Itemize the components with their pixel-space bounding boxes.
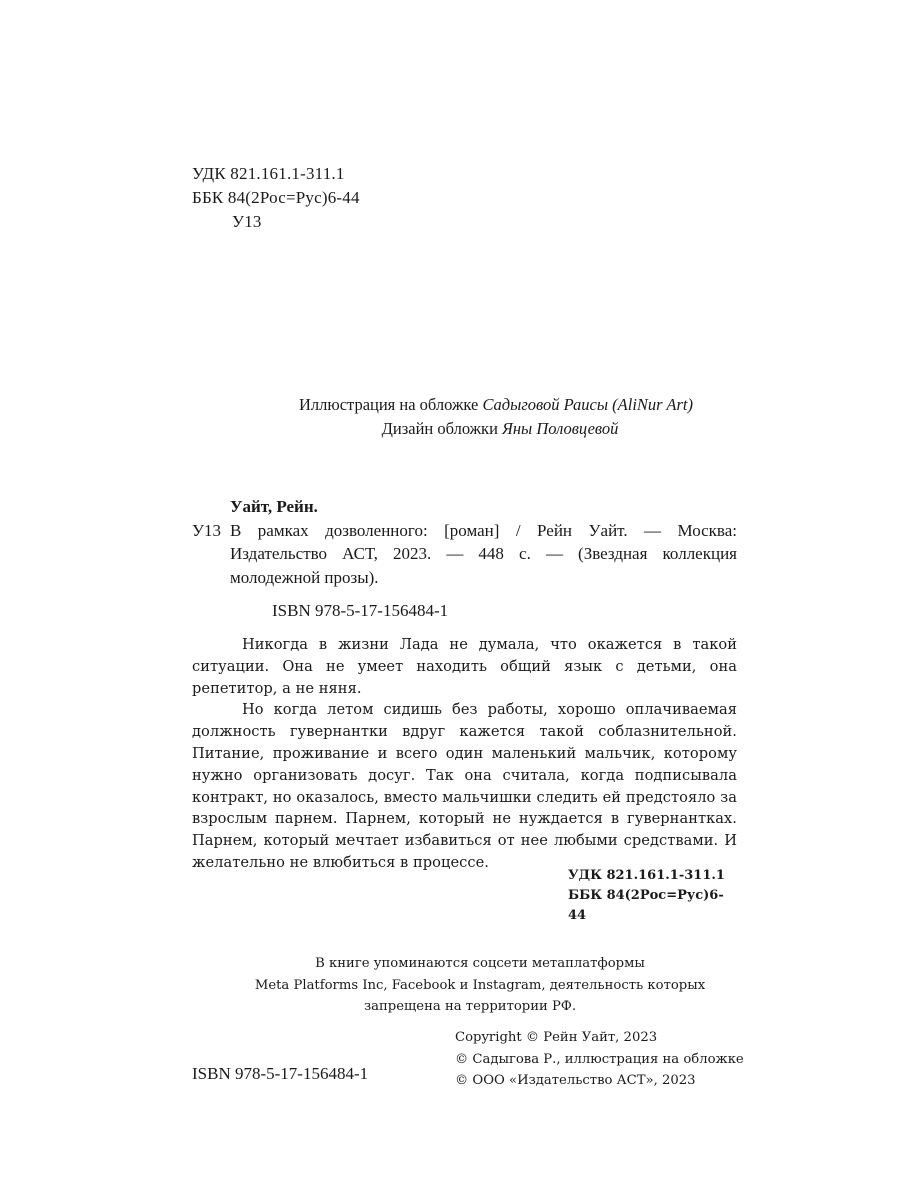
udk-code-bottom: УДК 821.161.1-311.1 bbox=[568, 868, 725, 883]
book-annotation bbox=[192, 634, 737, 874]
meta-platforms-notice bbox=[0, 953, 900, 1018]
isbn-bottom: ISBN 978-5-17-156484-1 bbox=[192, 1064, 369, 1083]
copyright-block bbox=[455, 1027, 744, 1092]
bibliographic-record bbox=[192, 495, 737, 623]
author-mark: У13 bbox=[232, 212, 262, 231]
bibliographic-entry bbox=[192, 519, 737, 590]
entry-author-mark: У13 bbox=[192, 520, 222, 540]
bbk-code: ББК 84(2Рос=Рус)6-44 bbox=[192, 188, 360, 207]
meta-notice-line-2: Meta Platforms Inc, Facebook и Instagram, деятельность которых bbox=[254, 977, 706, 993]
copyright-illustration: © Садыгова Р., иллюстрация на обложке bbox=[455, 1051, 744, 1067]
design-credit-name: Яны Половцевой bbox=[502, 419, 619, 438]
meta-notice-line-1: В книге упоминаются соцсети метаплатформы bbox=[315, 956, 645, 971]
cover-credits bbox=[0, 393, 900, 441]
annotation-paragraph-1: Никогда в жизни Лада не думала, что окажется в такой ситуации. Она не умеет находить общий язык с детьми, она репетитор, а не няня. bbox=[192, 636, 737, 697]
bbk-code-bottom: ББК 84(2Рос=Рус)6-44 bbox=[568, 888, 724, 923]
meta-notice-line-3: запрещена на территории РФ. bbox=[363, 999, 577, 1014]
record-isbn: ISBN 978-5-17-156484-1 bbox=[272, 601, 449, 620]
design-credit-label: Дизайн обложки bbox=[381, 419, 503, 438]
classification-codes-top bbox=[192, 162, 360, 234]
illustration-credit-name: Садыговой Раисы (AliNur Art) bbox=[482, 395, 693, 414]
entry-description: В рамках дозволенного: [роман] / Рейн Уайт. — Москва: Издательство АСТ, 2023. — 448 с. — (Звездная коллекция молодежной прозы). bbox=[230, 520, 737, 587]
annotation-paragraph-2: Но когда летом сидишь без работы, хорошо оплачиваемая должность гувернантки вдруг кажется такой соблазнительной. Питание, проживание и всего один маленький мальчик, которому нужно организовать досуг. Так она считала, когда подписывала контракт, но оказалось, вместо мальчишки следить ей предстояло за взрослым парнем. Парнем, который не нуждается в гувернантках. Парнем, который мечтает избавиться от нее любыми средствами. И желательно не влюбиться в процессе. bbox=[192, 701, 737, 871]
design-credit bbox=[100, 417, 900, 441]
illustration-credit-label: Иллюстрация на обложке bbox=[299, 395, 483, 414]
classification-codes-bottom bbox=[500, 866, 730, 926]
illustration-credit bbox=[92, 393, 900, 417]
udk-code: УДК 821.161.1-311.1 bbox=[192, 164, 345, 183]
copyright-author: Copyright © Рейн Уайт, 2023 bbox=[455, 1030, 658, 1045]
copyright-publisher: © ООО «Издательство АСТ», 2023 bbox=[455, 1073, 696, 1088]
author-heading: Уайт, Рейн. bbox=[230, 497, 318, 516]
